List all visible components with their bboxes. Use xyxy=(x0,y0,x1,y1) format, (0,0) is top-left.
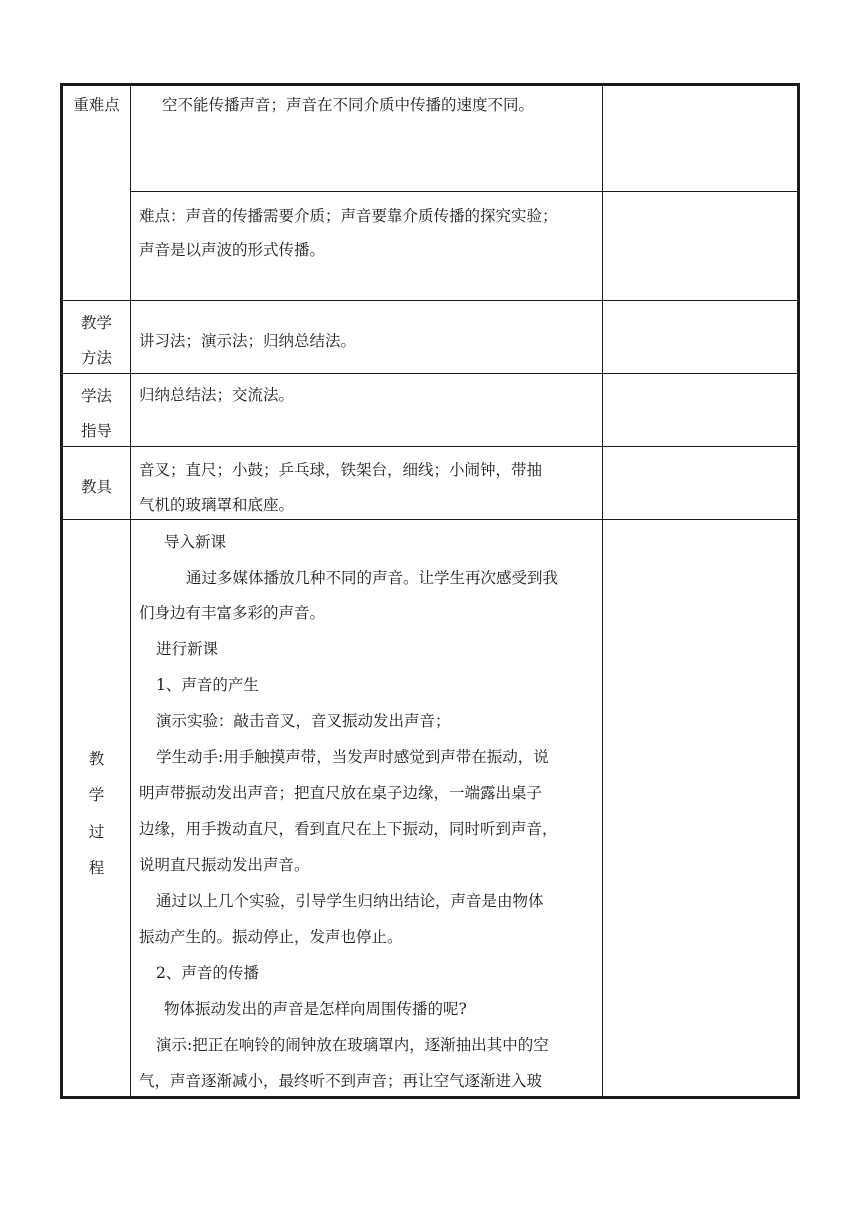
label-process-char-3: 过 xyxy=(88,823,105,841)
process-line-2: 通过多媒体播放几种不同的声音。让学生再次感受到我 xyxy=(186,569,559,587)
label-study-guidance-2: 指导 xyxy=(80,422,112,440)
process-line-13: 2、声音的传播 xyxy=(156,964,259,982)
process-line-3: 们身边有丰富多彩的声音。 xyxy=(139,604,326,622)
column-divider-notes xyxy=(602,86,603,1096)
process-line-5: 1、声音的产生 xyxy=(156,676,259,694)
process-line-7: 学生动手:用手触摸声带，当发声时感觉到声带在振动，说 xyxy=(156,748,549,766)
process-line-11: 通过以上几个实验，引导学生归纳出结论，声音是由物体 xyxy=(156,892,544,910)
study-guidance-text: 归纳总结法；交流法。 xyxy=(139,386,295,404)
process-line-1: 导入新课 xyxy=(164,533,227,551)
process-line-8: 明声带振动发出声音；把直尺放在桌子边缘，一端露出桌子 xyxy=(139,784,543,802)
row-divider-method xyxy=(63,300,797,301)
row-divider-guidance xyxy=(63,373,797,374)
process-line-16: 气，声音逐渐减小，最终听不到声音；再让空气逐渐进入玻 xyxy=(139,1072,543,1090)
label-equipment: 教具 xyxy=(80,478,112,496)
process-line-15: 演示:把正在响铃的闹钟放在玻璃罩内，逐渐抽出其中的空 xyxy=(156,1036,549,1054)
key-point-text: 空不能传播声音；声音在不同介质中传播的速度不同。 xyxy=(162,96,535,114)
row-divider-difficult xyxy=(130,191,797,192)
label-process-char-2: 学 xyxy=(88,786,105,804)
process-line-4: 进行新课 xyxy=(156,640,219,658)
label-teaching-method-1: 教学 xyxy=(80,314,112,332)
label-study-guidance-1: 学法 xyxy=(80,387,112,405)
process-line-12: 振动产生的。振动停止，发声也停止。 xyxy=(139,928,403,946)
process-line-10: 说明直尺振动发出声音。 xyxy=(139,856,310,874)
label-teaching-method-2: 方法 xyxy=(80,349,112,367)
row-divider-process xyxy=(63,519,797,520)
column-divider-label xyxy=(130,86,131,1096)
difficult-point-line-2: 声音是以声波的形式传播。 xyxy=(139,241,326,259)
label-key-difficult: 重难点 xyxy=(73,96,120,114)
process-line-9: 边缘，用手拨动直尺，看到直尺在上下振动，同时听到声音， xyxy=(139,820,558,838)
label-process-char-1: 教 xyxy=(88,750,105,768)
label-process-char-4: 程 xyxy=(88,859,105,877)
equipment-line-2: 气机的玻璃罩和底座。 xyxy=(139,496,295,514)
teaching-method-text: 讲习法；演示法；归纳总结法。 xyxy=(139,332,357,350)
equipment-line-1: 音叉；直尺；小鼓；乒乓球，铁架台，细线；小闹钟，带抽 xyxy=(139,461,543,479)
difficult-point-line-1: 难点：声音的传播需要介质；声音要靠介质传播的探究实验； xyxy=(139,207,558,225)
process-line-6: 演示实验：敲击音叉，音叉振动发出声音； xyxy=(156,712,451,730)
row-divider-equipment xyxy=(63,446,797,447)
process-line-14: 物体振动发出的声音是怎样向周围传播的呢? xyxy=(164,1000,467,1018)
